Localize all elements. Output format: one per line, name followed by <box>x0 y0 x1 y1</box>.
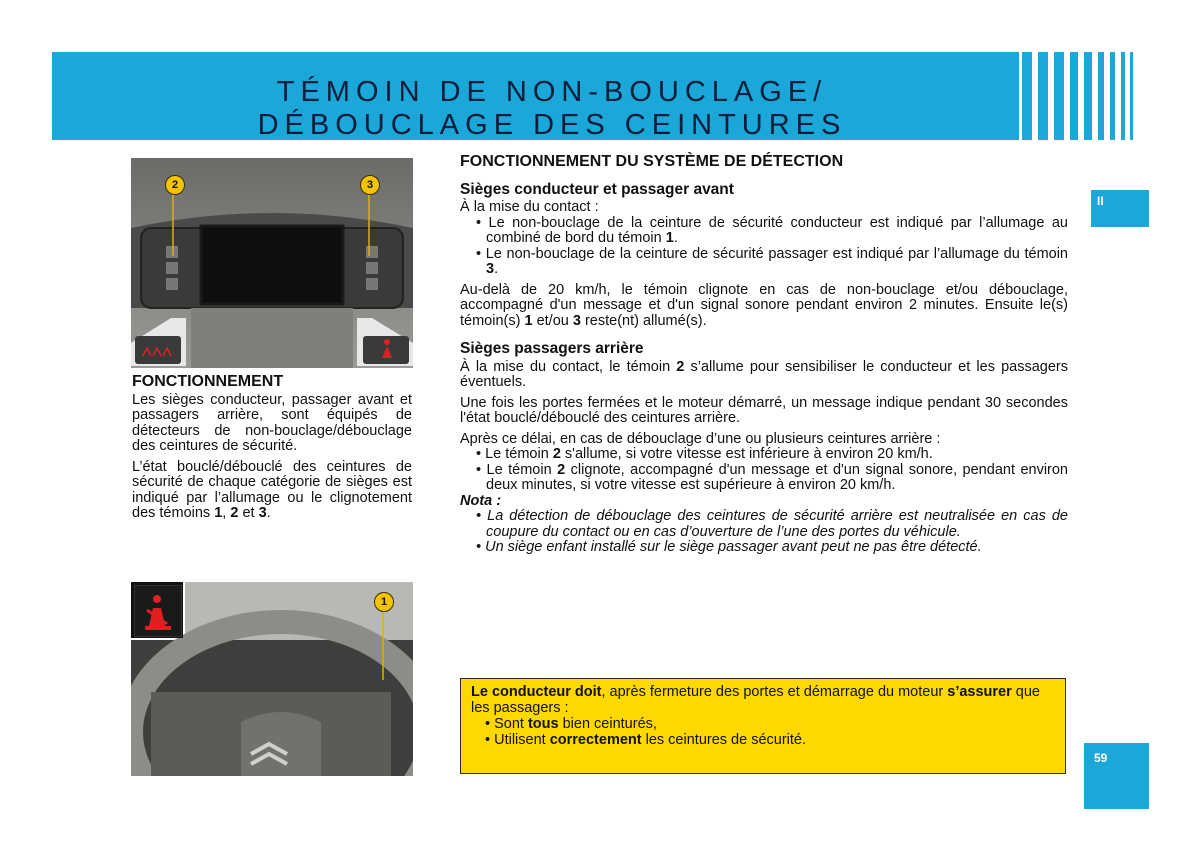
section-heading: FONCTIONNEMENT DU SYSTÈME DE DÉTECTION <box>460 153 844 170</box>
warning-intro: Le conducteur doit, après fermeture des portes et démarrage du moteur s’assurer que les passagers : <box>471 684 1040 716</box>
banner-stripe <box>1098 52 1104 140</box>
title-line-1: TÉMOIN DE NON-BOUCLAGE/ <box>276 76 828 108</box>
warning-item-2: • Utilisent correctement les ceintures de sécurité. <box>485 732 807 748</box>
nota-label: Nota : <box>460 492 502 509</box>
intro-front: À la mise du contact : <box>460 199 599 215</box>
banner-stripe <box>1084 52 1092 140</box>
speed-paragraph: Au-delà de 20 km/h, le témoin clignote en cas de non-bouclage et/ou débouclage, accompagné d'un message et d'un signal sonore pendant environ 2 minutes. Ensuite le(s) témoin(s) 1 et/ou 3 reste(nt) allumé(s). <box>460 281 1068 329</box>
bullet-passenger: • Le non-bouclage de la ceinture de sécurité passager est indiqué par l’allumage du témoin 3. <box>476 245 1068 277</box>
bullet-rear-flash: • Le témoin 2 clignote, accompagné d'un message et d'un signal sonore, pendant environ deux minutes, si votre vitesse est supérieure à environ 20 km/h. <box>476 461 1068 493</box>
chapter-tab <box>1091 190 1149 227</box>
banner-stripe <box>1121 52 1125 140</box>
page-number-tab <box>1084 743 1149 809</box>
nota-bullet-1: • La détection de débouclage des ceintures de sécurité arrière est neutralisée en cas de coupure du contact ou en cas d’ouverture de l’une des portes du véhicule. <box>476 508 1068 540</box>
left-paragraph-1: Les sièges conducteur, passager avant et passagers arrière, sont équipés de détecteurs de non-bouclage/débouclage des ceintures de sécurité. <box>132 391 412 454</box>
seatbelt-warning-icon <box>135 586 181 636</box>
subheading-front: Sièges conducteur et passager avant <box>460 180 734 198</box>
banner-stripe <box>1054 52 1064 140</box>
banner-stripe <box>1110 52 1115 140</box>
right-column <box>460 154 1068 556</box>
rear-paragraph-3: Après ce délai, en cas de débouclage d’une ou plusieurs ceintures arrière : <box>460 430 941 447</box>
subheading-rear: Sièges passagers arrière <box>460 340 644 357</box>
left-column <box>132 374 412 522</box>
dashboard-display-photo <box>131 158 413 368</box>
warning-item-1: • Sont tous bien ceinturés, <box>485 716 657 732</box>
callout-3: 3 <box>360 175 380 195</box>
bullet-driver: • Le non-bouclage de la ceinture de sécurité conducteur est indiqué par l’allumage au combiné de bord du témoin 1. <box>476 214 1068 246</box>
warning-box <box>460 678 1066 774</box>
rear-paragraph-1: À la mise du contact, le témoin 2 s’allume pour sensibiliser le conducteur et les passagers éventuels. <box>460 358 1068 390</box>
left-paragraph-2: L’état bouclé/débouclé des ceintures de sécurité de chaque catégorie de sièges est indiqué par l’allumage ou le clignotement des témoins 1, 2 et 3. <box>132 458 412 521</box>
instrument-cluster-photo <box>131 582 413 776</box>
banner-stripe <box>1130 52 1133 140</box>
callout-1: 1 <box>374 592 394 612</box>
section-heading: FONCTIONNEMENT <box>132 373 284 390</box>
chapter-label: II <box>1097 194 1104 208</box>
banner-stripe <box>1070 52 1078 140</box>
page-number: 59 <box>1094 751 1108 765</box>
bullet-rear-lit: • Le témoin 2 s'allume, si votre vitesse est inférieure à environ 20 km/h. <box>476 446 933 462</box>
page-title <box>52 76 1052 142</box>
nota-bullet-2: • Un siège enfant installé sur le siège passager avant peut ne pas être détecté. <box>476 539 982 555</box>
seatbelt-warning-lamp <box>134 585 182 637</box>
title-line-2: DÉBOUCLAGE DES CEINTURES <box>257 109 847 141</box>
callout-2: 2 <box>165 175 185 195</box>
rear-paragraph-2: Une fois les portes fermées et le moteur démarré, un message indique pendant 30 secondes l'état bouclé/débouclé des ceintures arrière. <box>460 394 1068 426</box>
